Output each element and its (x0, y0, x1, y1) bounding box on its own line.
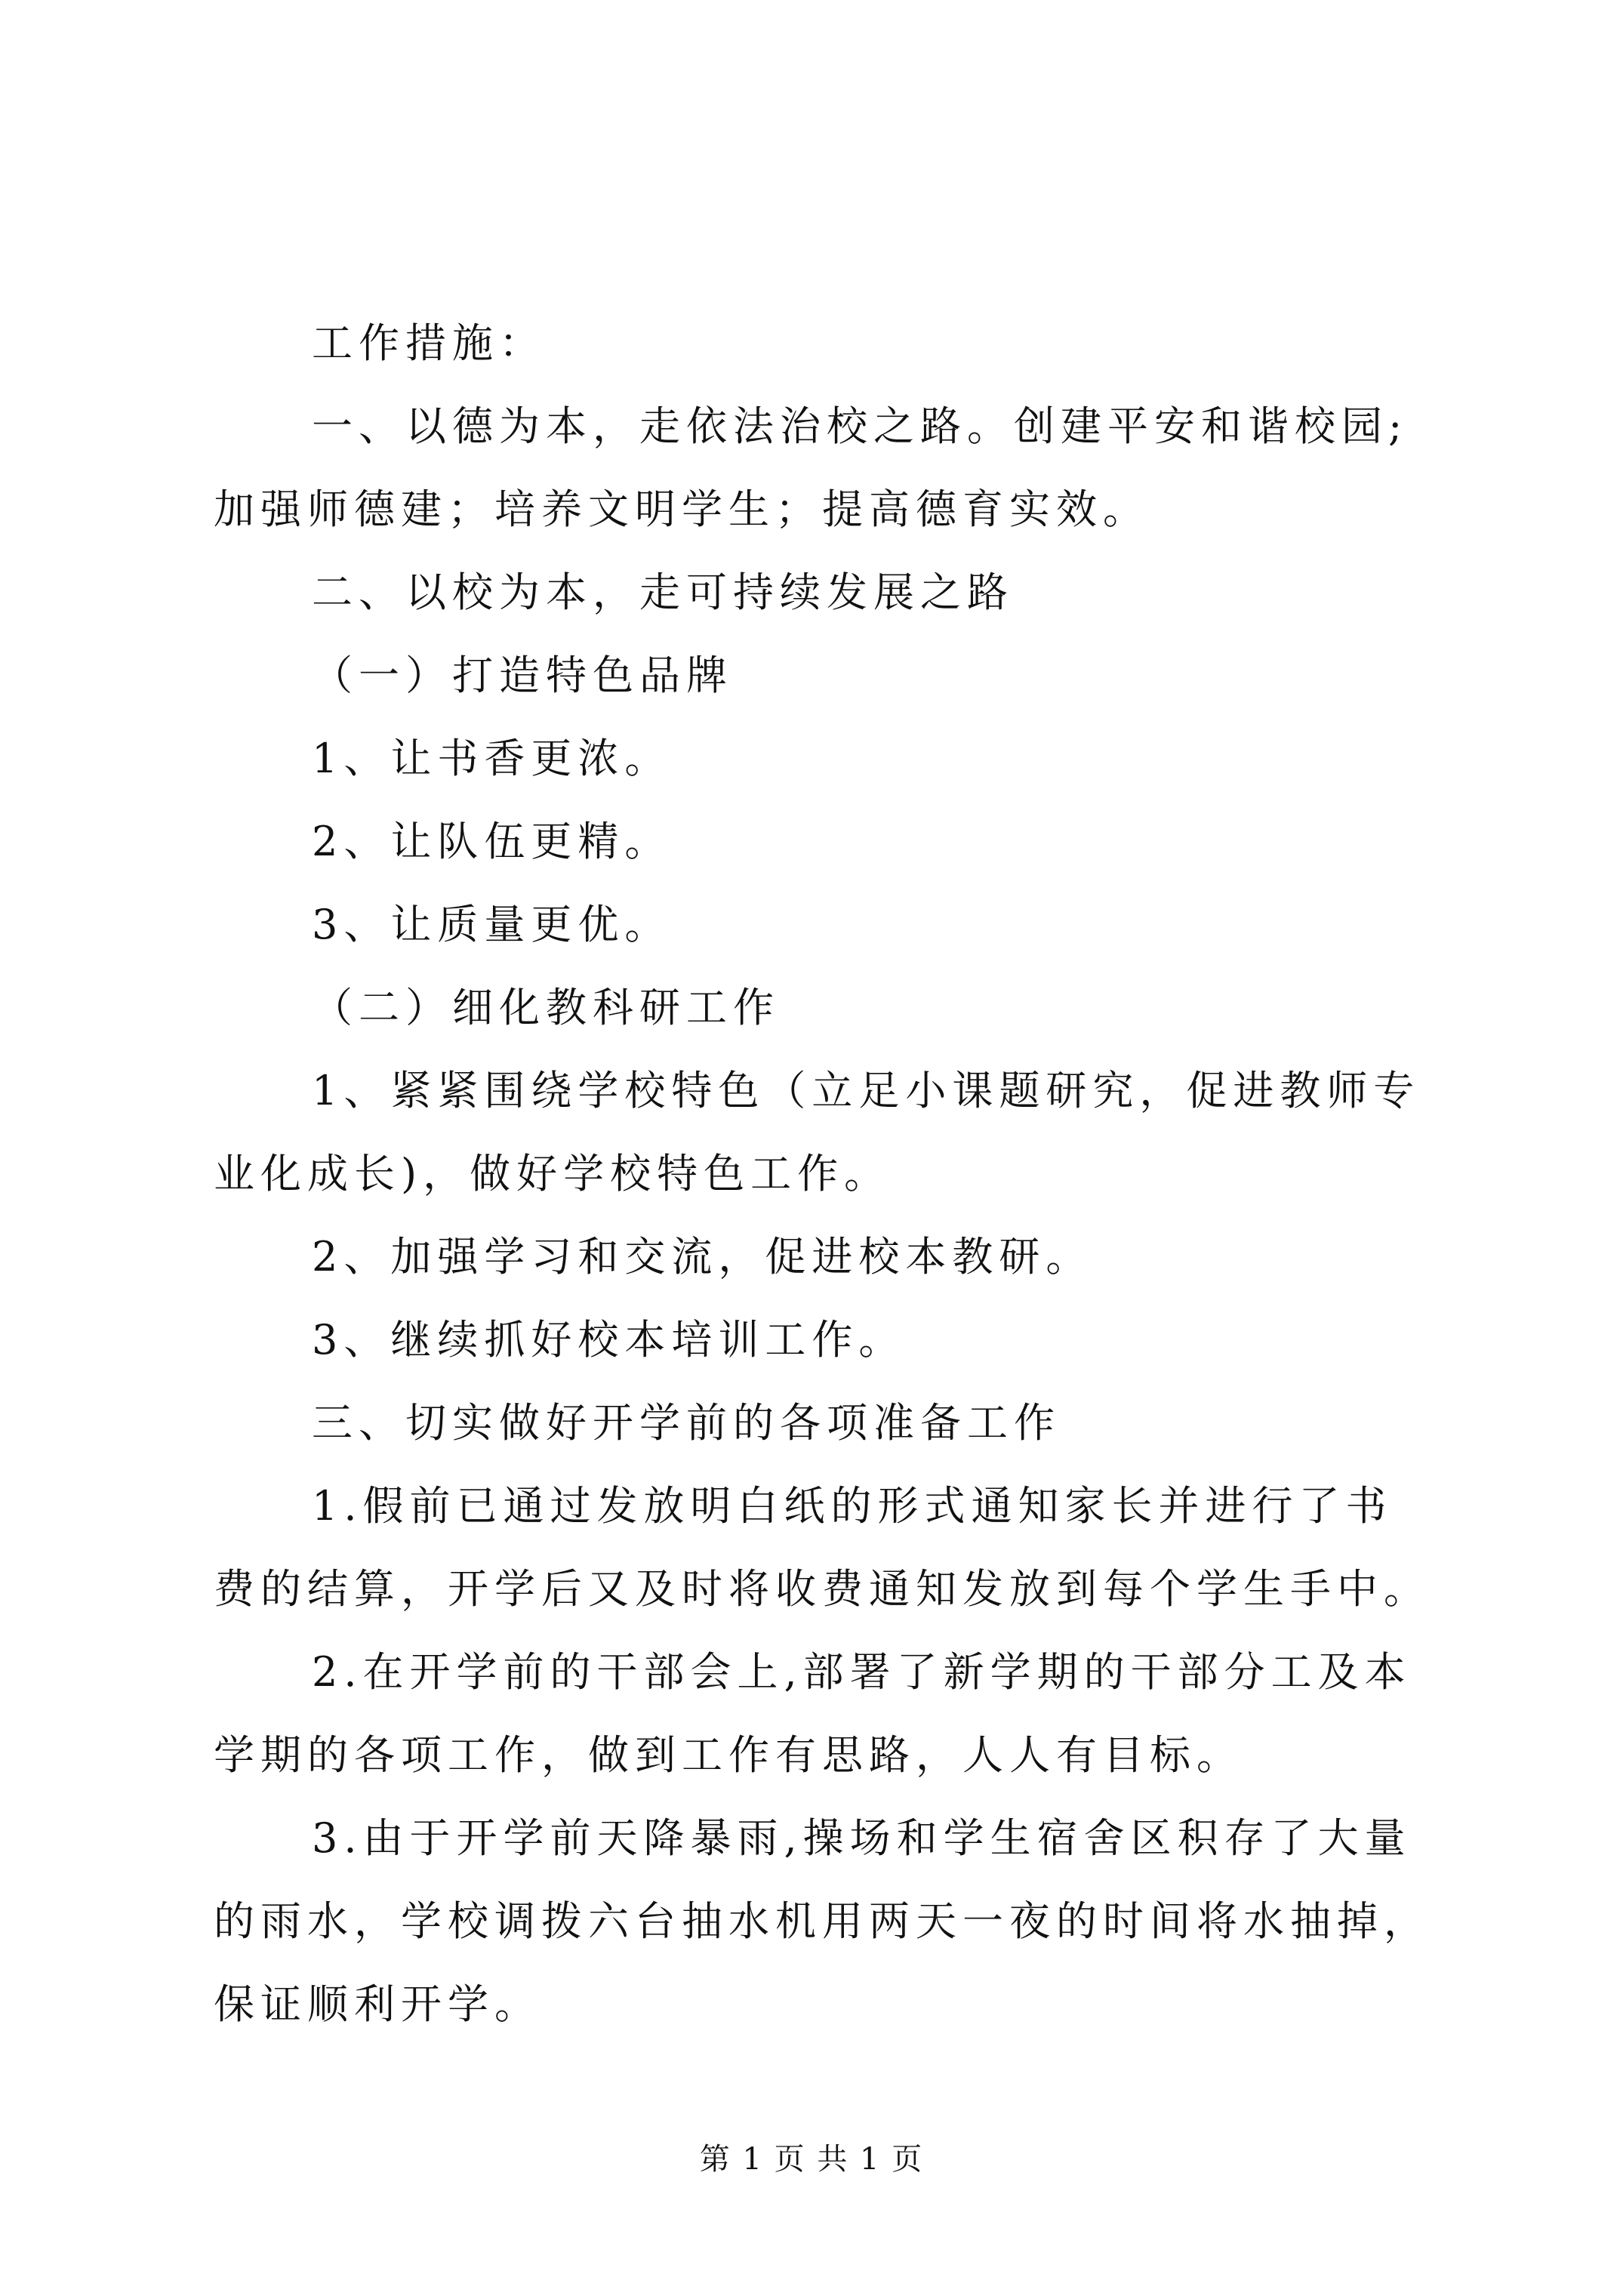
paragraph-section-3: 三、切实做好开学前的各项准备工作 (312, 1399, 1061, 1447)
paragraph-subsection-1: （一）打造特色品牌 (312, 652, 733, 699)
paragraph-item: 1.假前已通过发放明白纸的形式通知家长并进行了书费的结算，开学后又及时将收费通知发放到每个学生手中。 (214, 1482, 1431, 1613)
paragraph-subsection-2: （二）细化教科研工作 (312, 984, 780, 1031)
paragraph-item: 3、让质量更优。 (312, 901, 672, 948)
paragraph-item: 2、让队伍更精。 (312, 818, 672, 865)
paragraph-item: 2.在开学前的干部会上,部署了新学期的干部分工及本学期的各项工作，做到工作有思路，人人有目标。 (214, 1648, 1412, 1779)
document-body (214, 302, 1437, 2046)
paragraph-section-1: 一、以德为本，走依法治校之路。创建平安和谐校园;加强师德建；培养文明学生；提高德育实效。 (214, 402, 1409, 533)
paragraph-item: 2、加强学习和交流，促进校本教研。 (312, 1233, 1093, 1281)
paragraph-item: 3.由于开学前天降暴雨,操场和学生宿舍区积存了大量的雨水，学校调拨六台抽水机用两天一夜的时间将水抽掉，保证顺利开学。 (214, 1814, 1431, 2028)
paragraph-item: 1、让书香更浓。 (312, 735, 672, 782)
paragraph-measures-title: 工作措施： (312, 319, 546, 367)
paragraph-item: 1、紧紧围绕学校特色（立足小课题研究，促进教师专业化成长)，做好学校特色工作。 (214, 1067, 1421, 1197)
page-number-footer: 第 1 页 共 1 页 (699, 2142, 924, 2177)
paragraph-section-2: 二、以校为本，走可持续发展之路 (312, 569, 1014, 616)
paragraph-item: 3、继续抓好校本培训工作。 (312, 1316, 906, 1364)
